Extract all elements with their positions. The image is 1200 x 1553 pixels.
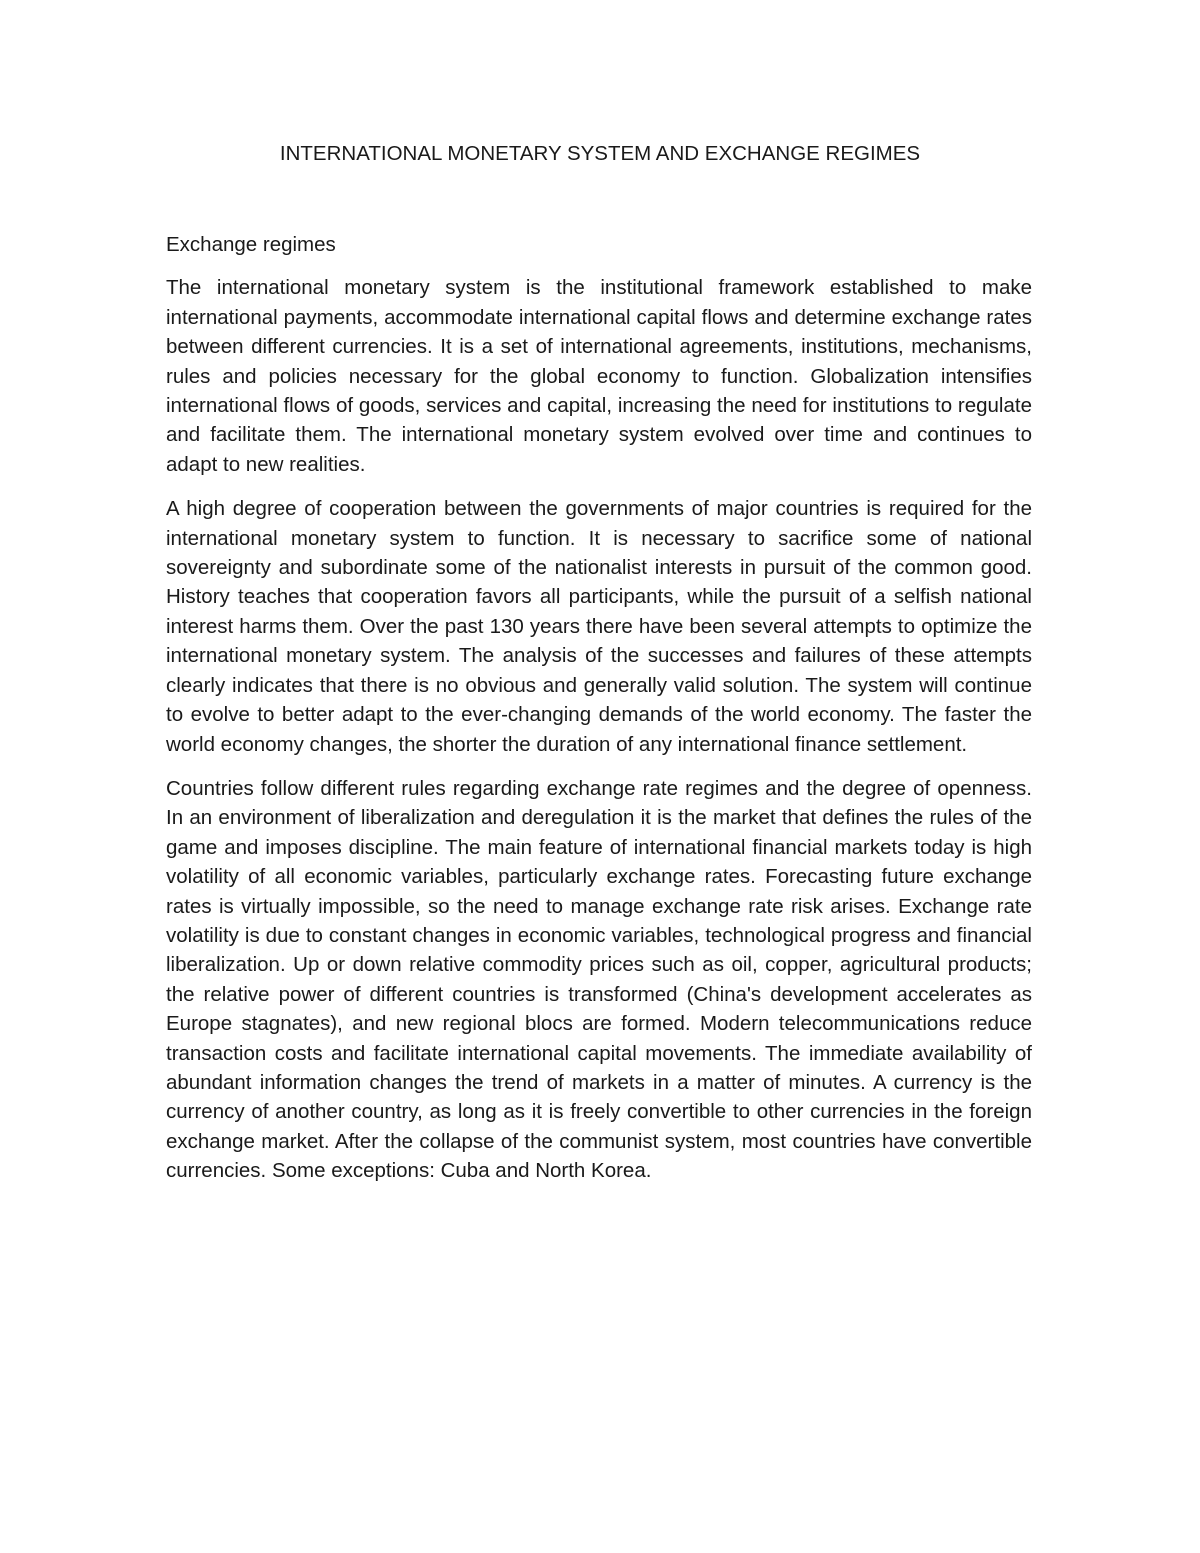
paragraph-1: The international monetary system is the institutional framework established to make international payments, accommodate international capital flows and determine exchange rates between different currencies. It is a set of international agreements, institutions, mechanisms, rules and policies necessary for the global economy to function. Globalization intensifies international flows of goods, services and capital, increasing the need for institutions to regulate and facilitate them. The international monetary system evolved over time and continues to adapt to new realities. bbox=[166, 276, 1032, 476]
section-heading: Exchange regimes bbox=[166, 233, 336, 256]
paragraph-3: Countries follow different rules regarding exchange rate regimes and the degree of openness. In an environment of liberalization and deregulation it is the market that defines the rules of the game and imposes discipline. The main feature of international financial markets today is high volatility of all economic variables, particularly exchange rates. Forecasting future exchange rates is virtually impossible, so the need to manage exchange rate risk arises. Exchange rate volatility is due to constant changes in economic variables, technological progress and financial liberalization. Up or down relative commodity prices such as oil, copper, agricultural products; the relative power of different countries is transformed (China's development accelerates as Europe stagnates), and new regional blocs are formed. Modern telecommunications reduce transaction costs and facilitate international capital movements. The immediate availability of abundant information changes the trend of markets in a matter of minutes. A currency is the currency of another country, as long as it is freely convertible to other currencies in the foreign exchange market. After the collapse of the communist system, most countries have convertible currencies. Some exceptions: Cuba and North Korea. bbox=[166, 776, 1032, 1183]
document-body bbox=[166, 230, 1032, 1201]
paragraph-2: A high degree of cooperation between the governments of major countries is required for the international monetary system to function. It is necessary to sacrifice some of national sovereignty and subordinate some of the nationalist interests in pursuit of the common good. History teaches that cooperation favors all participants, while the pursuit of a selfish national interest harms them. Over the past 130 years there have been several attempts to optimize the international monetary system. The analysis of the successes and failures of these attempts clearly indicates that there is no obvious and generally valid solution. The system will continue to evolve to better adapt to the ever-changing demands of the world economy. The faster the world economy changes, the shorter the duration of any international finance settlement. bbox=[166, 497, 1032, 756]
document-title: INTERNATIONAL MONETARY SYSTEM AND EXCHANGE REGIMES bbox=[279, 142, 921, 165]
